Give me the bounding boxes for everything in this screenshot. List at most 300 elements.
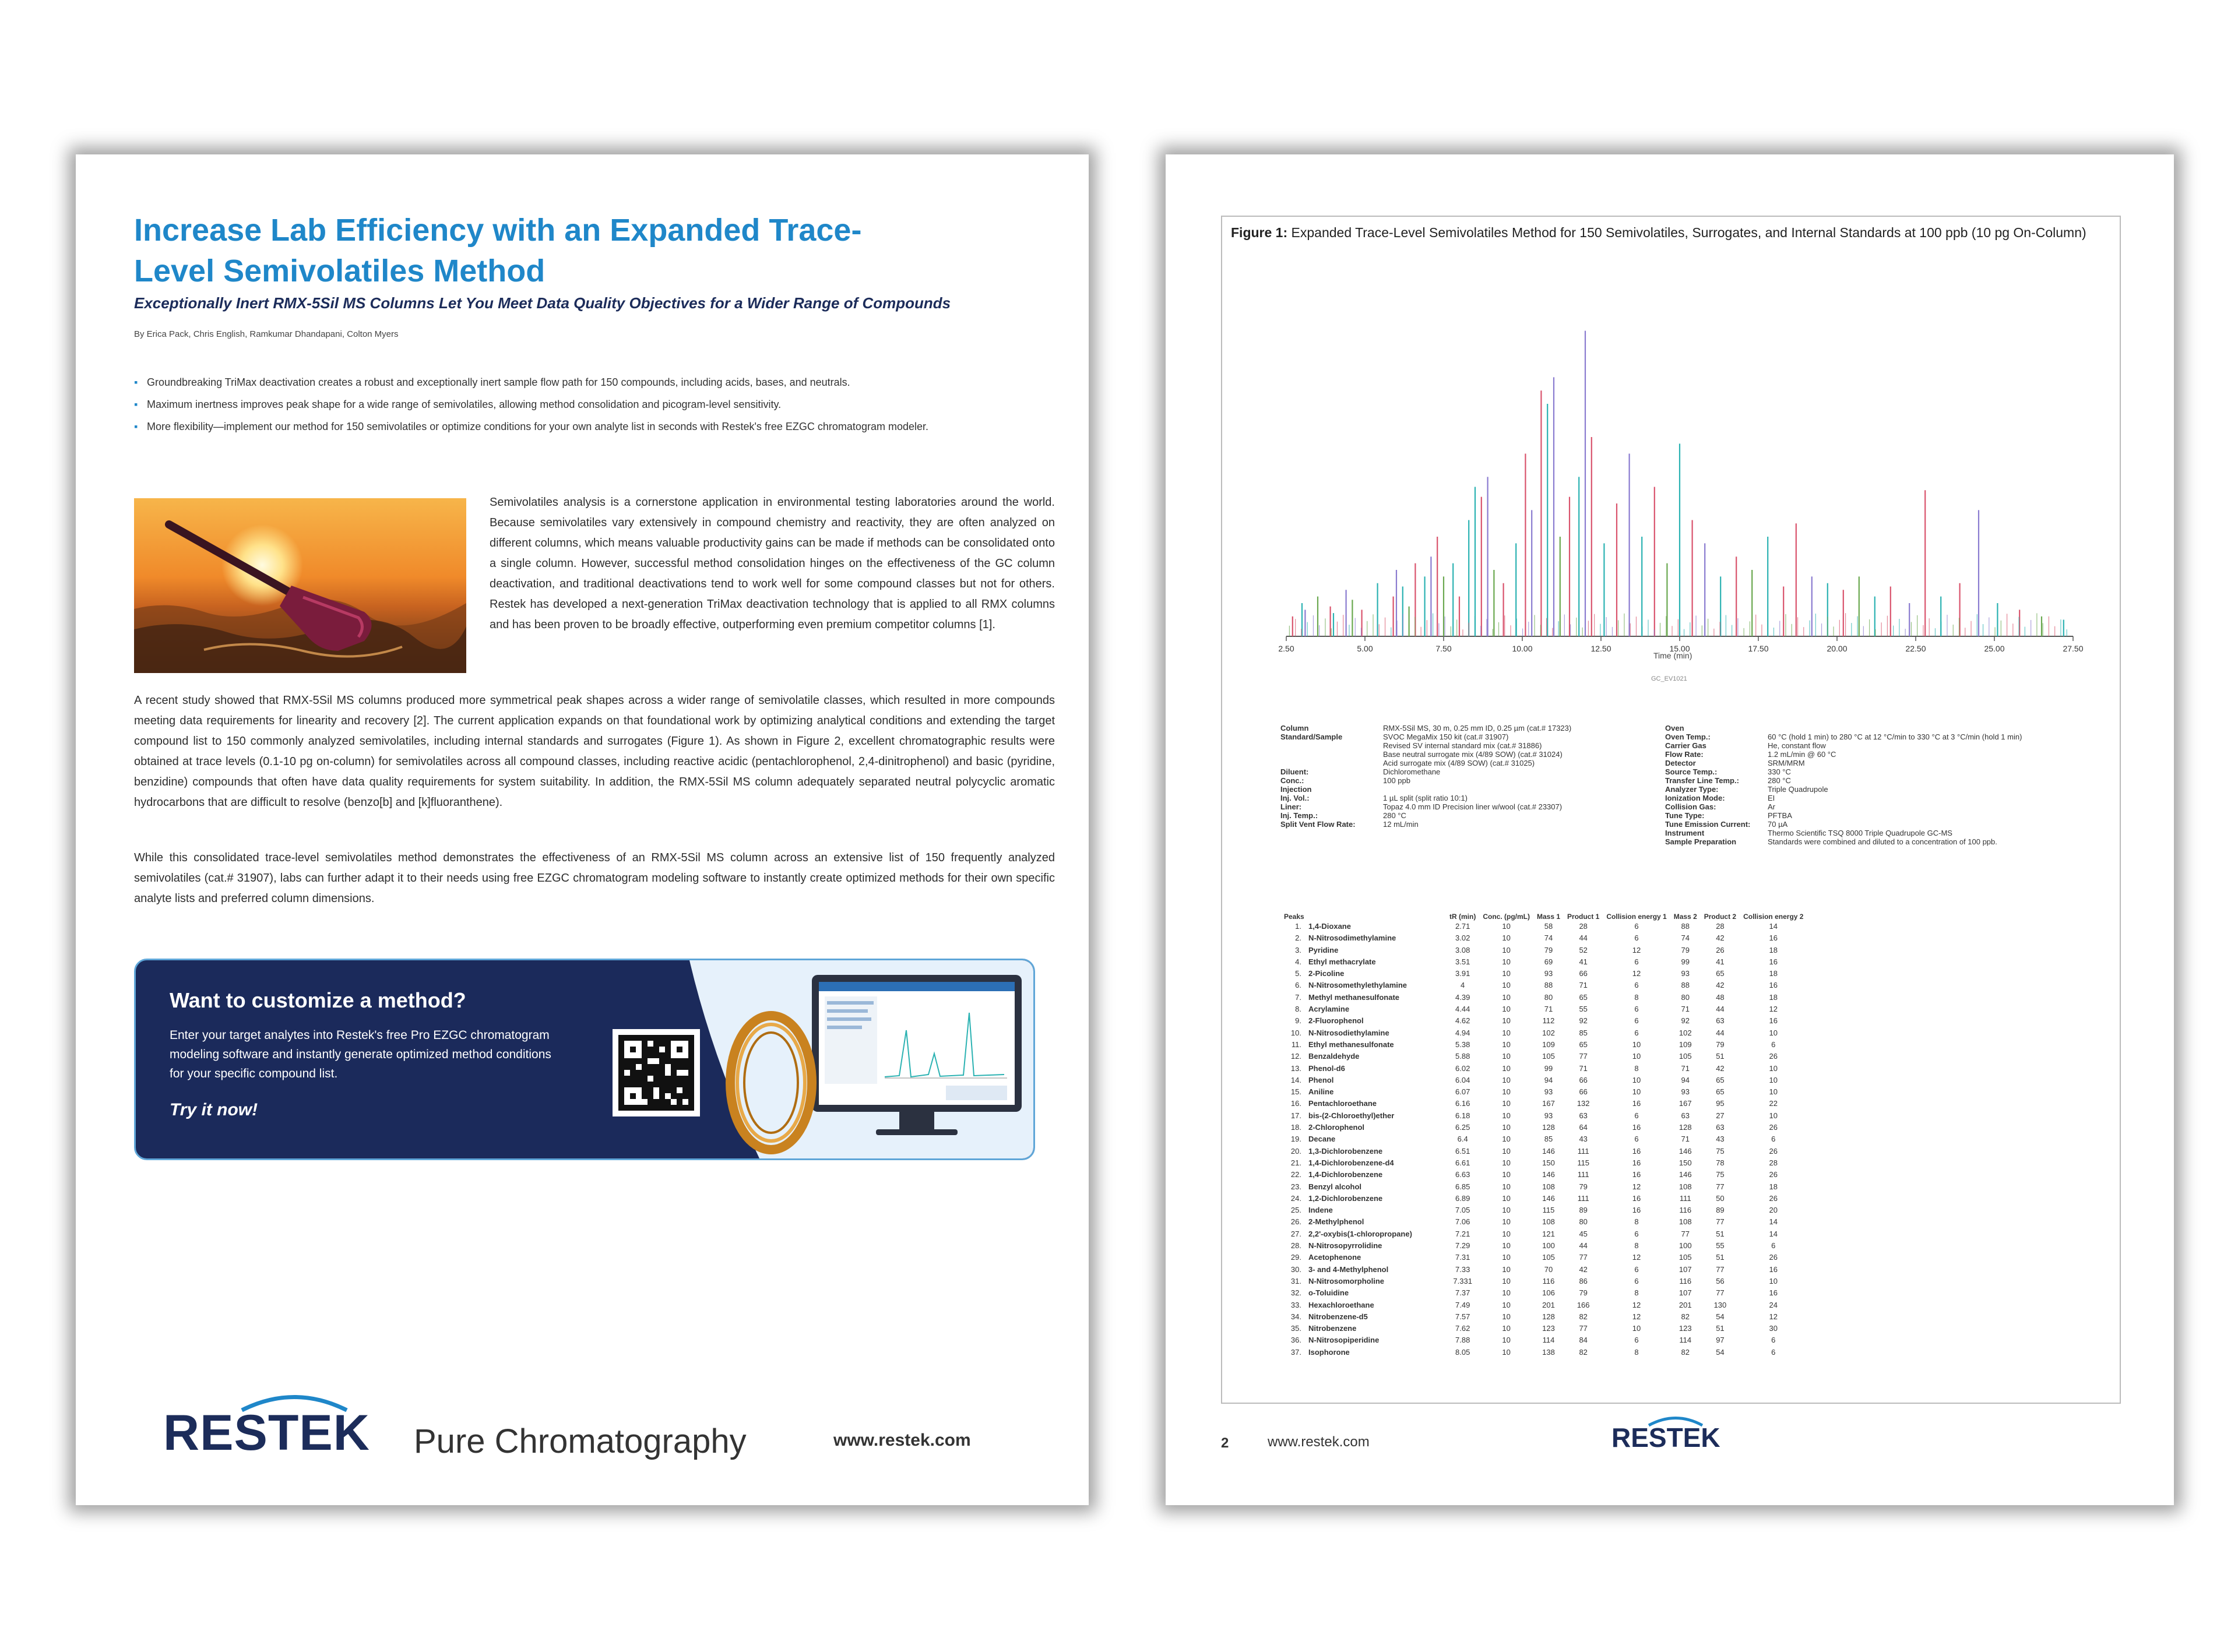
table-cell: 2-Methylphenol <box>1308 1217 1364 1227</box>
condition-row <box>1665 820 2025 829</box>
table-cell: 29. <box>1290 1253 1301 1262</box>
table-row <box>1280 1086 1807 1098</box>
table-cell: 77 <box>1716 1217 1725 1227</box>
condition-value: 60 °C (hold 1 min) to 280 °C at 12 °C/min to 330 °C at 3 °C/min (hold 1 min) <box>1768 732 2022 741</box>
table-cell: 69 <box>1544 957 1553 966</box>
tagline: Pure Chromatography <box>414 1422 747 1460</box>
table-cell: 56 <box>1716 1276 1725 1285</box>
table-cell: 8 <box>1634 1288 1639 1298</box>
table-cell: 6.02 <box>1455 1063 1470 1073</box>
table-row <box>1280 945 1807 956</box>
condition-key: Conc.: <box>1280 776 1304 785</box>
table-cell: 63 <box>1716 1123 1725 1132</box>
table-cell: 8 <box>1634 1217 1639 1227</box>
table-cell: 16 <box>1632 1123 1641 1132</box>
table-cell: 10 <box>1502 1253 1511 1262</box>
table-cell: 4.44 <box>1455 1005 1470 1014</box>
table-cell: 27 <box>1716 1111 1725 1120</box>
table-cell: 64 <box>1579 1123 1588 1132</box>
condition-value: 1.2 mL/min @ 60 °C <box>1768 750 1836 759</box>
table-cell: 51 <box>1716 1052 1725 1061</box>
table-cell: 28 <box>1716 922 1725 931</box>
table-cell: 35. <box>1290 1324 1301 1333</box>
table-cell: 6.85 <box>1455 1182 1470 1191</box>
restek-logo-text: RESTEK <box>1611 1422 1720 1453</box>
table-cell: 146 <box>1542 1170 1555 1179</box>
x-tick-label: 5.00 <box>1357 644 1373 653</box>
table-cell: 50 <box>1716 1193 1725 1203</box>
table-cell: 51 <box>1716 1324 1725 1333</box>
table-cell: 26 <box>1769 1193 1778 1203</box>
table-cell: 2.71 <box>1455 922 1470 931</box>
table-cell: 12 <box>1632 1182 1641 1191</box>
table-cell: 6 <box>1634 1016 1639 1026</box>
table-cell: 6 <box>1771 1135 1776 1144</box>
condition-row <box>1665 732 2025 741</box>
table-cell: Benzyl alcohol <box>1308 1182 1362 1191</box>
table-cell: 27. <box>1290 1229 1301 1238</box>
figure-code: GC_EV1021 <box>1651 675 1687 682</box>
table-cell: 105 <box>1542 1052 1555 1061</box>
table-cell: 10 <box>1502 957 1511 966</box>
table-cell: 6.61 <box>1455 1158 1470 1167</box>
table-cell: 93 <box>1681 969 1690 978</box>
condition-value: 100 ppb <box>1383 776 1410 785</box>
table-cell: 74 <box>1681 934 1690 943</box>
table-cell: 71 <box>1681 1135 1690 1144</box>
peaks-column-header: tR (min) <box>1449 913 1476 921</box>
table-cell: 31. <box>1290 1276 1301 1285</box>
table-cell: 26 <box>1716 945 1725 954</box>
table-cell: 79 <box>1579 1288 1588 1298</box>
table-cell: 97 <box>1716 1336 1725 1345</box>
table-cell: 6.51 <box>1455 1146 1470 1156</box>
figure-caption <box>1231 223 2105 242</box>
table-cell: 10 <box>1502 1028 1511 1037</box>
condition-row <box>1665 794 2025 802</box>
table-cell: 10 <box>1769 1087 1778 1097</box>
condition-key: Inj. Temp.: <box>1280 811 1318 820</box>
condition-key <box>1280 741 1383 750</box>
closing-paragraph: While this consolidated trace-level semivolatiles method demonstrates the effectiveness of an RMX-5Sil MS column across an extensive list of 150 frequently analyzed semivolatiles (cat.# 31907), labs can further adapt it to their needs using free EZGC chromatogram modeling software to instantly create optimized methods for their own specific analyte lists and preferred column dimensions. <box>134 851 1055 905</box>
condition-key: Transfer Line Temp.: <box>1665 776 1739 785</box>
condition-row <box>1280 820 1575 829</box>
table-cell: 4.62 <box>1455 1016 1470 1026</box>
table-cell: 44 <box>1579 1241 1588 1251</box>
table-cell: 25. <box>1290 1206 1301 1215</box>
table-cell: 4 <box>1461 981 1465 990</box>
condition-row <box>1280 732 1575 741</box>
table-cell: 16 <box>1769 957 1778 966</box>
key-point: ▪ Maximum inertness improves peak shape for a wide range of semivolatiles, allowing method consolidation and picogram-level sensitivity. <box>134 398 1055 411</box>
condition-row <box>1665 776 2025 785</box>
table-cell: 65 <box>1579 992 1588 1002</box>
table-cell: 28 <box>1769 1158 1778 1167</box>
table-cell: 26 <box>1769 1253 1778 1262</box>
table-cell: N-Nitrosomethylethylamine <box>1308 981 1407 990</box>
table-cell: 82 <box>1579 1312 1588 1321</box>
table-cell: 71 <box>1579 981 1588 990</box>
table-row <box>1280 1051 1807 1062</box>
table-cell: 167 <box>1678 1099 1692 1108</box>
condition-key: Flow Rate: <box>1665 750 1704 759</box>
table-cell: Phenol <box>1308 1075 1334 1084</box>
table-cell: N-Nitrosopyrrolidine <box>1308 1241 1382 1251</box>
table-cell: 1,3-Dichlorobenzene <box>1308 1146 1383 1156</box>
table-cell: 114 <box>1679 1336 1692 1345</box>
condition-value: 12 mL/min <box>1383 820 1419 829</box>
figure-caption-text: Expanded Trace-Level Semivolatiles Method for 150 Semivolatiles, Surrogates, and Internal Standards at 100 ppb (10 pg On-Column) <box>1291 225 2086 240</box>
table-cell: 6 <box>1634 1264 1639 1274</box>
table-cell: 7.37 <box>1455 1288 1470 1298</box>
table-cell: 88 <box>1681 922 1690 931</box>
table-cell: 45 <box>1579 1229 1588 1238</box>
condition-key: Tune Emission Current: <box>1665 820 1751 829</box>
table-cell: 94 <box>1681 1075 1690 1084</box>
table-cell: 30. <box>1290 1264 1301 1274</box>
table-cell: Phenol-d6 <box>1308 1063 1345 1073</box>
figure-label: Figure 1: <box>1231 225 1288 240</box>
table-cell: 10 <box>1502 1336 1511 1345</box>
peaks-column-header: Conc. (pg/mL) <box>1483 913 1530 921</box>
table-cell: Acetophenone <box>1308 1253 1361 1262</box>
table-cell: 16 <box>1632 1158 1641 1167</box>
table-row <box>1280 992 1807 1003</box>
table-cell: 6.07 <box>1455 1087 1470 1097</box>
table-cell: 2,2'-oxybis(1-chloropropane) <box>1308 1229 1412 1238</box>
table-cell: 13. <box>1290 1063 1301 1073</box>
table-cell: 84 <box>1579 1336 1588 1345</box>
table-cell: 7.49 <box>1455 1300 1470 1309</box>
table-cell: 150 <box>1678 1158 1692 1167</box>
table-cell: 128 <box>1542 1312 1555 1321</box>
table-cell: 93 <box>1544 1111 1553 1120</box>
condition-key: Sample Preparation <box>1665 837 1737 846</box>
table-cell: Methyl methanesulfonate <box>1308 992 1400 1002</box>
peaks-table <box>1280 913 1807 1358</box>
table-cell: 36. <box>1290 1336 1301 1345</box>
condition-key: Liner: <box>1280 802 1302 811</box>
table-cell: 10 <box>1769 1075 1778 1084</box>
table-cell: bis-(2-Chloroethyl)ether <box>1308 1111 1395 1120</box>
table-cell: 2-Fluorophenol <box>1308 1016 1364 1026</box>
table-cell: 115 <box>1542 1206 1555 1215</box>
table-cell: 10 <box>1502 934 1511 943</box>
table-cell: 18 <box>1769 992 1778 1002</box>
condition-value: SVOC MegaMix 150 kit (cat.# 31907) <box>1383 732 1509 741</box>
table-cell: 95 <box>1716 1099 1725 1108</box>
condition-value: Thermo Scientific TSQ 8000 Triple Quadrupole GC-MS <box>1768 829 1952 837</box>
table-cell: 107 <box>1678 1264 1692 1274</box>
table-cell: 102 <box>1542 1028 1555 1037</box>
condition-row <box>1665 750 2025 759</box>
table-row <box>1280 1063 1807 1075</box>
table-cell: Aniline <box>1308 1087 1334 1097</box>
condition-key: Diluent: <box>1280 767 1309 776</box>
table-cell: 71 <box>1544 1005 1553 1014</box>
table-cell: 58 <box>1544 922 1553 931</box>
table-cell: 93 <box>1544 1087 1553 1097</box>
table-cell: 9. <box>1295 1016 1301 1026</box>
ezgc-promo-banner[interactable] <box>134 959 1035 1160</box>
table-row <box>1280 1110 1807 1122</box>
condition-value: Topaz 4.0 mm ID Precision liner w/wool (cat.# 23307) <box>1383 802 1563 811</box>
table-cell: 10 <box>1502 945 1511 954</box>
table-row <box>1280 1240 1807 1252</box>
page-1 <box>76 154 1089 1505</box>
table-cell: 99 <box>1681 957 1690 966</box>
table-row <box>1280 1169 1807 1181</box>
intro-paragraph: Semivolatiles analysis is a cornerstone application in environmental testing laboratories around the world. Because semivolatiles vary extensively in compound chemistry and reactivity, they are often analyzed on different columns, which means valuable productivity gains can be made if methods can be consolidated onto a single column. However, successful method consolidation hinges on the effectiveness of the GC column deactivation, and traditional deactivations tend to work well for some compound classes but not for others. Restek has developed a next-generation TriMax deactivation technology that is applied to all RMX columns and has been proven to be broadly effective, outperforming even premium competitor columns [1]. <box>490 496 1055 631</box>
table-cell: 116 <box>1679 1276 1692 1285</box>
table-row <box>1280 1264 1807 1276</box>
condition-key <box>1280 759 1383 767</box>
table-cell: 15. <box>1290 1087 1301 1097</box>
table-cell: 6 <box>1771 1040 1776 1049</box>
table-cell: 5.88 <box>1455 1052 1470 1061</box>
table-cell: Nitrobenzene <box>1308 1324 1357 1333</box>
table-cell: 44 <box>1716 1028 1725 1037</box>
table-cell: 94 <box>1544 1075 1553 1084</box>
table-row <box>1280 1146 1807 1157</box>
table-cell: 66 <box>1579 1075 1588 1084</box>
table-cell: 55 <box>1579 1005 1588 1014</box>
table-cell: 8.05 <box>1455 1347 1470 1357</box>
condition-row <box>1665 741 2025 750</box>
table-cell: 1,2-Dichlorobenzene <box>1308 1193 1383 1203</box>
table-cell: 4.39 <box>1455 992 1470 1002</box>
table-cell: 138 <box>1542 1347 1555 1357</box>
x-tick-label: 10.00 <box>1512 644 1533 653</box>
table-cell: 146 <box>1678 1170 1692 1179</box>
table-cell: 79 <box>1544 945 1553 954</box>
table-cell: 54 <box>1716 1312 1725 1321</box>
table-cell: 102 <box>1678 1028 1692 1037</box>
table-cell: 8. <box>1295 1005 1301 1014</box>
table-cell: 128 <box>1678 1123 1692 1132</box>
table-cell: Pyridine <box>1308 945 1339 954</box>
x-axis-label: Time (min) <box>1653 651 1692 660</box>
peaks-column-header: Collision energy 2 <box>1743 913 1804 921</box>
table-cell: 17. <box>1290 1111 1301 1120</box>
table-cell: 12 <box>1632 945 1641 954</box>
table-row <box>1280 1039 1807 1051</box>
table-cell: 7.33 <box>1455 1264 1470 1274</box>
table-cell: 6.63 <box>1455 1170 1470 1179</box>
table-cell: 5. <box>1295 969 1301 978</box>
table-cell: 6.4 <box>1457 1135 1468 1144</box>
table-cell: 26 <box>1769 1052 1778 1061</box>
table-cell: 123 <box>1678 1324 1692 1333</box>
table-cell: 77 <box>1681 1229 1690 1238</box>
table-cell: 10 <box>1769 1063 1778 1073</box>
table-cell: 10 <box>1502 1276 1511 1285</box>
table-row <box>1280 1015 1807 1027</box>
table-row <box>1280 1311 1807 1323</box>
table-cell: 106 <box>1542 1288 1555 1298</box>
condition-key: Oven <box>1665 724 1684 732</box>
table-cell: 16 <box>1769 1264 1778 1274</box>
table-cell: 5.38 <box>1455 1040 1470 1049</box>
x-tick-label: 15.00 <box>1669 644 1690 653</box>
table-cell: 7.31 <box>1455 1253 1470 1262</box>
table-cell: 16 <box>1769 934 1778 943</box>
table-cell: 12 <box>1769 1312 1778 1321</box>
condition-key: Column <box>1280 724 1309 732</box>
table-cell: 85 <box>1579 1028 1588 1037</box>
table-cell: 6 <box>1634 1229 1639 1238</box>
table-cell: N-Nitrosopiperidine <box>1308 1336 1380 1345</box>
table-cell: 121 <box>1542 1229 1555 1238</box>
table-cell: 16. <box>1290 1099 1301 1108</box>
table-cell: 93 <box>1544 969 1553 978</box>
table-cell: 43 <box>1716 1135 1725 1144</box>
table-cell: 26. <box>1290 1217 1301 1227</box>
condition-key: Collision Gas: <box>1665 802 1716 811</box>
x-tick-label: 12.50 <box>1590 644 1611 653</box>
table-cell: 79 <box>1681 945 1690 954</box>
table-cell: 10 <box>1769 1028 1778 1037</box>
condition-key: Oven Temp.: <box>1665 732 1711 741</box>
table-cell: Indene <box>1308 1206 1333 1215</box>
table-cell: 71 <box>1681 1005 1690 1014</box>
promo-body: Enter your target analytes into Restek's free Pro EZGC chromatogram modeling software and instantly generate optimized method conditions for your specific compound list. <box>170 1028 551 1080</box>
table-cell: 77 <box>1579 1324 1588 1333</box>
table-cell: 6 <box>1634 922 1639 931</box>
article-subtitle: Exceptionally Inert RMX-5Sil MS Columns Let You Meet Data Quality Objectives for a Wider Range of Compounds <box>134 294 951 312</box>
table-cell: 82 <box>1579 1347 1588 1357</box>
table-cell: 10 <box>1502 1040 1511 1049</box>
table-row <box>1280 1075 1807 1086</box>
condition-key: Inj. Vol.: <box>1280 794 1310 802</box>
table-cell: 2-Picoline <box>1308 969 1345 978</box>
table-cell: 112 <box>1542 1016 1555 1026</box>
condition-value <box>1768 724 2025 732</box>
table-cell: 66 <box>1579 1087 1588 1097</box>
table-cell: 16 <box>1769 981 1778 990</box>
table-cell: 75 <box>1716 1146 1725 1156</box>
table-cell: 3. <box>1295 945 1301 954</box>
condition-key: Source Temp.: <box>1665 767 1718 776</box>
x-tick-label: 25.00 <box>1984 644 2005 653</box>
table-cell: 105 <box>1542 1253 1555 1262</box>
page-2 <box>1166 154 2174 1505</box>
table-cell: 10 <box>1632 1052 1641 1061</box>
condition-value: Base neutral surrogate mix (4/89 SOW) (cat.# 31024) <box>1383 750 1563 759</box>
table-cell: 14 <box>1769 1217 1778 1227</box>
table-cell: Ethyl methacrylate <box>1308 957 1376 966</box>
table-cell: 10 <box>1502 1206 1511 1215</box>
table-cell: Isophorone <box>1308 1347 1350 1357</box>
table-cell: 42 <box>1579 1264 1588 1274</box>
table-cell: Hexachloroethane <box>1308 1300 1374 1309</box>
condition-value: Revised SV internal standard mix (cat.# 31886) <box>1383 741 1542 750</box>
table-cell: 77 <box>1716 1288 1725 1298</box>
website-link[interactable]: www.restek.com <box>1268 1434 1370 1450</box>
table-cell: 48 <box>1716 992 1725 1002</box>
condition-row <box>1280 741 1575 750</box>
table-row <box>1280 1228 1807 1240</box>
table-row <box>1280 1193 1807 1204</box>
table-cell: 44 <box>1716 1005 1725 1014</box>
table-cell: 7.331 <box>1453 1276 1472 1285</box>
condition-value: 1 µL split (split ratio 10:1) <box>1383 794 1468 802</box>
condition-row <box>1280 750 1575 759</box>
table-cell: 108 <box>1678 1182 1692 1191</box>
table-row <box>1280 1334 1807 1346</box>
condition-row <box>1280 785 1575 794</box>
table-cell: 85 <box>1544 1135 1553 1144</box>
table-cell: 63 <box>1579 1111 1588 1120</box>
promo-heading: Want to customize a method? <box>170 988 466 1012</box>
table-cell: 88 <box>1681 981 1690 990</box>
table-cell: 10 <box>1502 1217 1511 1227</box>
table-cell: 10 <box>1502 1005 1511 1014</box>
software-and-column-illustration <box>689 960 1033 1158</box>
table-cell: 51 <box>1716 1229 1725 1238</box>
table-row <box>1280 1276 1807 1287</box>
table-cell: 6 <box>1771 1347 1776 1357</box>
table-cell: 63 <box>1716 1016 1725 1026</box>
table-cell: 23. <box>1290 1182 1301 1191</box>
condition-value: Acid surrogate mix (4/89 SOW) (cat.# 31025) <box>1383 759 1535 767</box>
condition-row <box>1665 837 2025 846</box>
table-row <box>1280 1181 1807 1193</box>
table-cell: 111 <box>1577 1146 1589 1156</box>
table-cell: 12 <box>1632 1300 1641 1309</box>
table-cell: 6 <box>1634 1276 1639 1285</box>
table-cell: 146 <box>1542 1146 1555 1156</box>
table-cell: 116 <box>1542 1276 1555 1285</box>
table-cell: 55 <box>1716 1241 1725 1251</box>
table-cell: 99 <box>1544 1063 1553 1073</box>
table-cell: 10 <box>1502 1170 1511 1179</box>
table-cell: 115 <box>1577 1158 1590 1167</box>
study-paragraph: A recent study showed that RMX-5Sil MS columns produced more symmetrical peak shapes across a wider range of semivolatile classes, which resulted in more compounds meeting data requirements for linearity and recovery [2]. The current application expands on that foundational work by optimizing analytical conditions and extending the target compound list to 150 commonly analyzed semivolatiles, including internal standards and surrogates (Figure 1). As shown in Figure 2, excellent chromatographic results were obtained at trace levels (0.1-10 pg on-column) for semivolatiles across all compound classes, including reactive acidic (pentachlorophenol, 2,4-dinitrophenol) and basic (pyridine, benzidine) compounds that often have data quality requirements for system suitability. In addition, the RMX-5Sil MS column adequately separated neutral polycyclic aromatic hydrocarbons that are difficult to resolve (benzo[b] and [k]fluoranthene). <box>134 694 1055 809</box>
table-cell: 92 <box>1681 1016 1690 1026</box>
table-row <box>1280 1252 1807 1263</box>
condition-row <box>1665 829 2025 837</box>
table-cell: 82 <box>1681 1312 1690 1321</box>
condition-row <box>1280 759 1575 767</box>
table-cell: 10 <box>1502 1123 1511 1132</box>
condition-value: He, constant flow <box>1768 741 1826 750</box>
table-cell: 10 <box>1502 1312 1511 1321</box>
table-cell: 71 <box>1579 1063 1588 1073</box>
table-cell: 79 <box>1579 1182 1588 1191</box>
table-cell: 3.08 <box>1455 945 1470 954</box>
table-cell: 7.21 <box>1455 1229 1470 1238</box>
table-cell: 10 <box>1502 1111 1511 1120</box>
table-cell: 6 <box>1634 934 1639 943</box>
condition-key: Carrier Gas <box>1665 741 1706 750</box>
table-cell: 42 <box>1716 934 1725 943</box>
qr-code[interactable] <box>613 1029 700 1116</box>
table-row <box>1280 980 1807 991</box>
table-cell: 166 <box>1577 1300 1590 1309</box>
table-cell: 66 <box>1579 969 1588 978</box>
key-point: ▪ Groundbreaking TriMax deactivation creates a robust and exceptionally inert sample flow path for 150 compounds, including acids, bases, and neutrals. <box>134 376 1055 389</box>
table-cell: 22 <box>1769 1099 1778 1108</box>
table-cell: 3.51 <box>1455 957 1470 966</box>
table-cell: 114 <box>1542 1336 1555 1345</box>
website-link[interactable]: www.restek.com <box>833 1431 971 1450</box>
table-cell: 130 <box>1713 1300 1727 1309</box>
table-cell: 77 <box>1716 1264 1725 1274</box>
table-row <box>1280 1216 1807 1228</box>
x-tick-label: 20.00 <box>1827 644 1848 653</box>
try-it-now-link[interactable]: Try it now! <box>170 1100 258 1119</box>
